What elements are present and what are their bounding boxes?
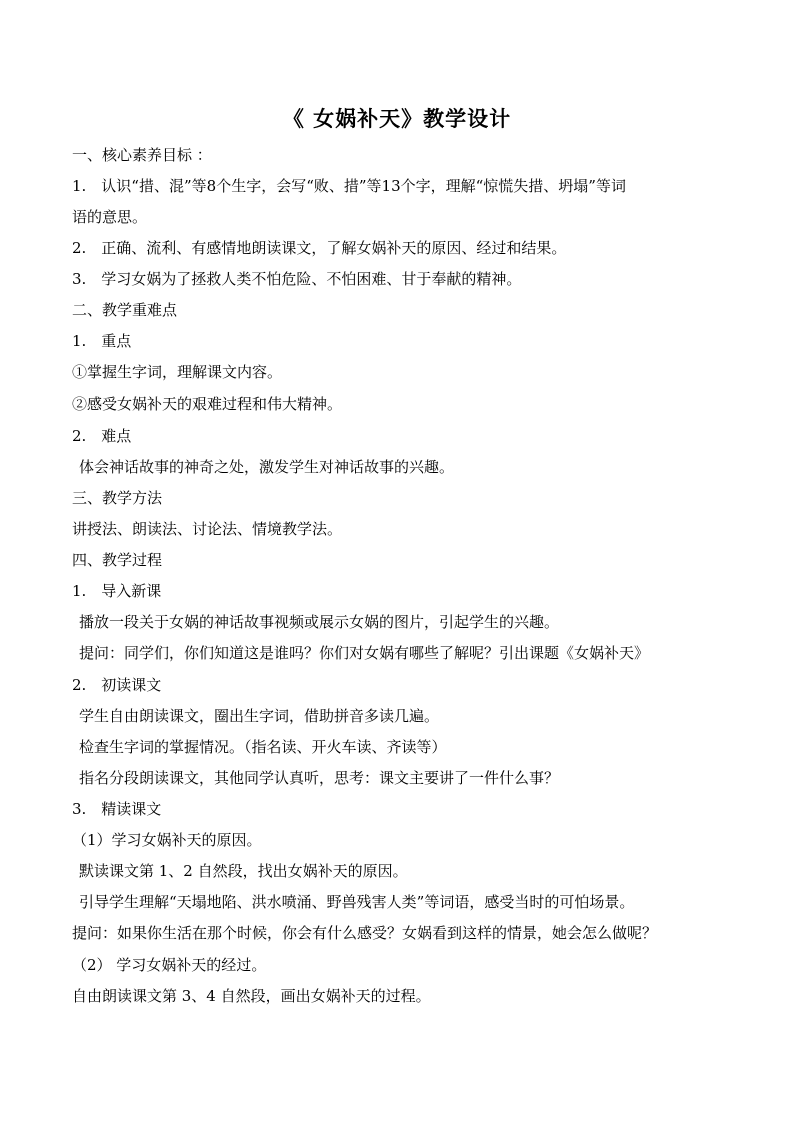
goal-item-1-continued: 语的意思。 [72, 208, 148, 226]
document-title: 《 女娲补天》教学设计 [282, 106, 512, 131]
step-2-text-1: 学生自由朗读课文，圈出生字词，借助拼音多读几遍。 [79, 707, 440, 725]
step-1-heading: 1. 导入新课 [72, 582, 162, 600]
goal-item-3: 3. 学习女娲为了拯救人类不怕危险、不怕困难、甘于奉献的精神。 [72, 270, 522, 288]
focus-item-1: ①掌握生字词，理解课文内容。 [72, 363, 283, 381]
step-3-sub-2: （2） 学习女娲补天的经过。 [72, 956, 267, 974]
step-1-text-1: 播放一段关于女娲的神话故事视频或展示女娲的图片，引起学生的兴趣。 [79, 613, 560, 631]
step-2-text-3: 指名分段朗读课文，其他同学认真听，思考：课文主要讲了一件什么事？ [79, 769, 560, 787]
step-3-text-2: 引导学生理解“天塌地陷、洪水喷涌、野兽残害人类”等词语，感受当时的可怕场景。 [79, 893, 635, 911]
step-1-text-2: 提问：同学们，你们知道这是谁吗？你们对女娲有哪些了解呢？引出课题《女娲补天》 [79, 644, 650, 662]
subheading-focus: 1. 重点 [72, 332, 132, 350]
section-heading-process: 四、教学过程 [72, 551, 163, 569]
step-3-text-4: 自由朗读课文第 3、4 自然段，画出女娲补天的过程。 [72, 987, 431, 1005]
step-3-text-1: 默读课文第 1、2 自然段，找出女娲补天的原因。 [79, 862, 408, 880]
section-heading-goals: 一、核心素养目标 ： [72, 146, 212, 164]
section-heading-key-points: 二、教学重难点 [72, 301, 178, 319]
step-3-heading: 3. 精读课文 [72, 800, 162, 818]
step-2-text-2: 检查生字词的掌握情况。（指名读、开火车读、齐读等） [79, 738, 447, 756]
section-heading-methods: 三、教学方法 [72, 489, 163, 507]
subheading-difficulty: 2. 难点 [72, 427, 132, 445]
step-3-text-3: 提问：如果你生活在那个时候，你会有什么感受？女娲看到这样的情景，她会怎么做呢？ [72, 924, 658, 942]
difficulty-text: 体会神话故事的神奇之处，激发学生对神话故事的兴趣。 [79, 458, 455, 476]
focus-item-2: ②感受女娲补天的艰难过程和伟大精神。 [72, 395, 343, 413]
goal-item-1: 1. 认识“措、混”等8个生字，会写“败、措”等13个字，理解“惊慌失措、坍塌”等词 [72, 177, 626, 195]
goal-item-2: 2. 正确、流利、有感情地朗读课文，了解女娲补天的原因、经过和结果。 [72, 239, 567, 257]
step-2-heading: 2. 初读课文 [72, 676, 162, 694]
step-3-sub-1: （1）学习女娲补天的原因。 [72, 831, 262, 849]
methods-text: 讲授法、朗读法、讨论法、情境教学法。 [72, 520, 343, 538]
